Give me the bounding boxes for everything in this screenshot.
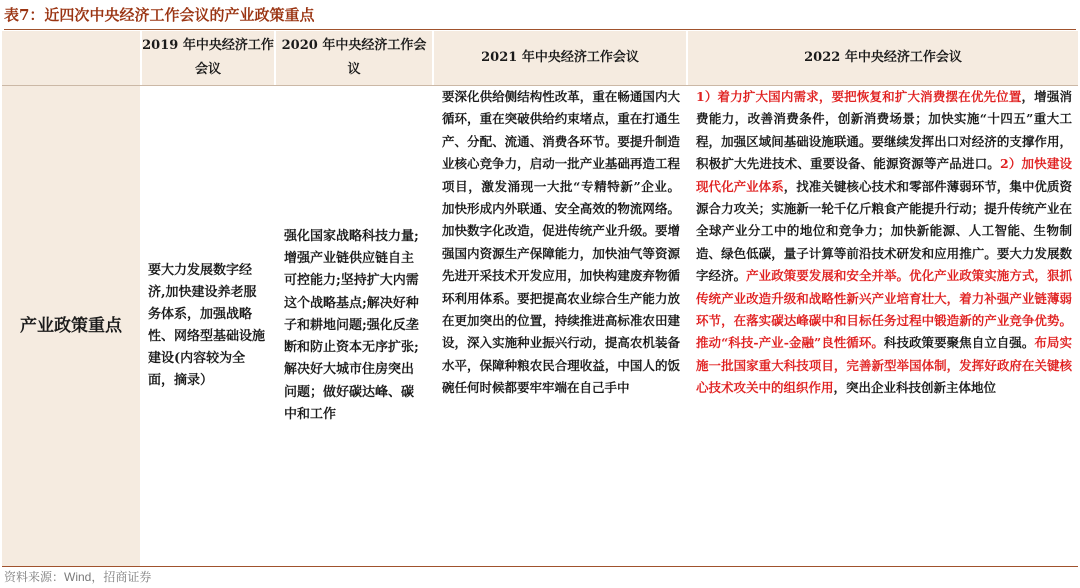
source-note: 资料来源：Wind，招商证券 bbox=[4, 570, 152, 584]
header-2019-text: 2019 年中央经济工作会议 bbox=[142, 38, 274, 77]
header-2022 bbox=[688, 31, 1078, 85]
cell-2019-text: 要大力发展数字经济,加快建设养老服务体系，加强战略性、网络型基础设施建设(内容较为全面，摘录） bbox=[148, 263, 266, 388]
header-2021-text: 2021 年中央经济工作会议 bbox=[481, 50, 639, 65]
cell-2022-seg-0: 1）着力扩大国内需求，要把恢复和扩大消费摆在优先位置 bbox=[696, 89, 1022, 104]
cell-2022-seg-3: ，找准关键核心技术和零部件薄弱环节，集中优质资源合力攻关；实施新一轮千亿斤粮食产能提升行动；提升传统产业在全球产业分工中的地位和竞争力；加快新能源、人工智能、生物制造、绿色低碳，量子计算等前沿技术研发和应用推广。要大力发展数字经济。 bbox=[696, 178, 1072, 284]
cell-2022-seg-5: 科技政策要聚焦自立自强。 bbox=[883, 335, 1035, 351]
cell-2022-seg-2: 2）加快建设现代化产业体系 bbox=[696, 156, 1072, 194]
cell-2020 bbox=[276, 86, 432, 566]
cell-2022-seg-6: 布局实施一批国家重大科技项目，完善新型举国体制，发挥好政府在关键核心技术攻关中的组织作用 bbox=[696, 335, 1072, 396]
row-label: 产业政策重点 bbox=[20, 315, 122, 336]
cell-2022-seg-7: ，突出企业科技创新主体地位 bbox=[833, 380, 997, 396]
header-2019 bbox=[142, 31, 274, 85]
header-2022-text: 2022 年中央经济工作会议 bbox=[804, 50, 962, 65]
row-label-cell bbox=[2, 86, 140, 566]
cell-2019 bbox=[142, 86, 274, 566]
header-cell-empty bbox=[2, 31, 140, 85]
header-2021 bbox=[434, 31, 686, 85]
cell-2022 bbox=[688, 86, 1078, 566]
header-2020 bbox=[276, 31, 432, 85]
table-title: 表7：近四次中央经济工作会议的产业政策重点 bbox=[4, 2, 1076, 30]
header-2020-text: 2020 年中央经济工作会议 bbox=[281, 38, 427, 77]
cell-2022-seg-1: ，增强消费能力，改善消费条件，创新消费场景；加快实施“十四五”重大工程，加强区域间基础设施联通。要继续发挥出口对经济的支撑作用，积极扩大先进技术、重要设备、能源资源等产品进口。 bbox=[696, 89, 1072, 172]
cell-2022-seg-4: 产业政策要发展和安全并举。优化产业政策实施方式，狠抓传统产业改造升级和战略性新兴产业培育壮大，着力补强产业链薄弱环节，在落实碳达峰碳中和目标任务过程中锻造新的产业竞争优势。推动“科技-产业-金融”良性循环。 bbox=[696, 268, 1072, 351]
cell-2021-text: 要深化供给侧结构性改革，重在畅通国内大循环，重在突破供给约束堵点，重在打通生产、分配、流通、消费各环节。要提升制造业核心竞争力，启动一批产业基础再造工程项目，激发涌现一大批“专精特新”企业。加快形成内外联通、安全高效的物流网络。加快数字化改造，促进传统产业升级。要增强国内资源生产保障能力，加快油气等资源先进开采技术开发应用，加快构建废弃物循环利用体系。要把提高农业综合生产能力放在更加突出的位置，持续推进高标准农田建设，深入实施种业振兴行动，提高农机装备水平，保障种粮农民合理收益，中国人的饭碗任何时候都要牢牢端在自己手中 bbox=[442, 89, 680, 396]
cell-2021 bbox=[434, 86, 686, 566]
cell-2020-text: 强化国家战略科技力量;增强产业链供应链自主可控能力;坚持扩大内需这个战略基点;解决好种子和耕地问题;强化反垄断和防止资本无序扩张;解决好大城市住房突出问题；做好碳达峰、碳中和工作 bbox=[284, 228, 419, 423]
